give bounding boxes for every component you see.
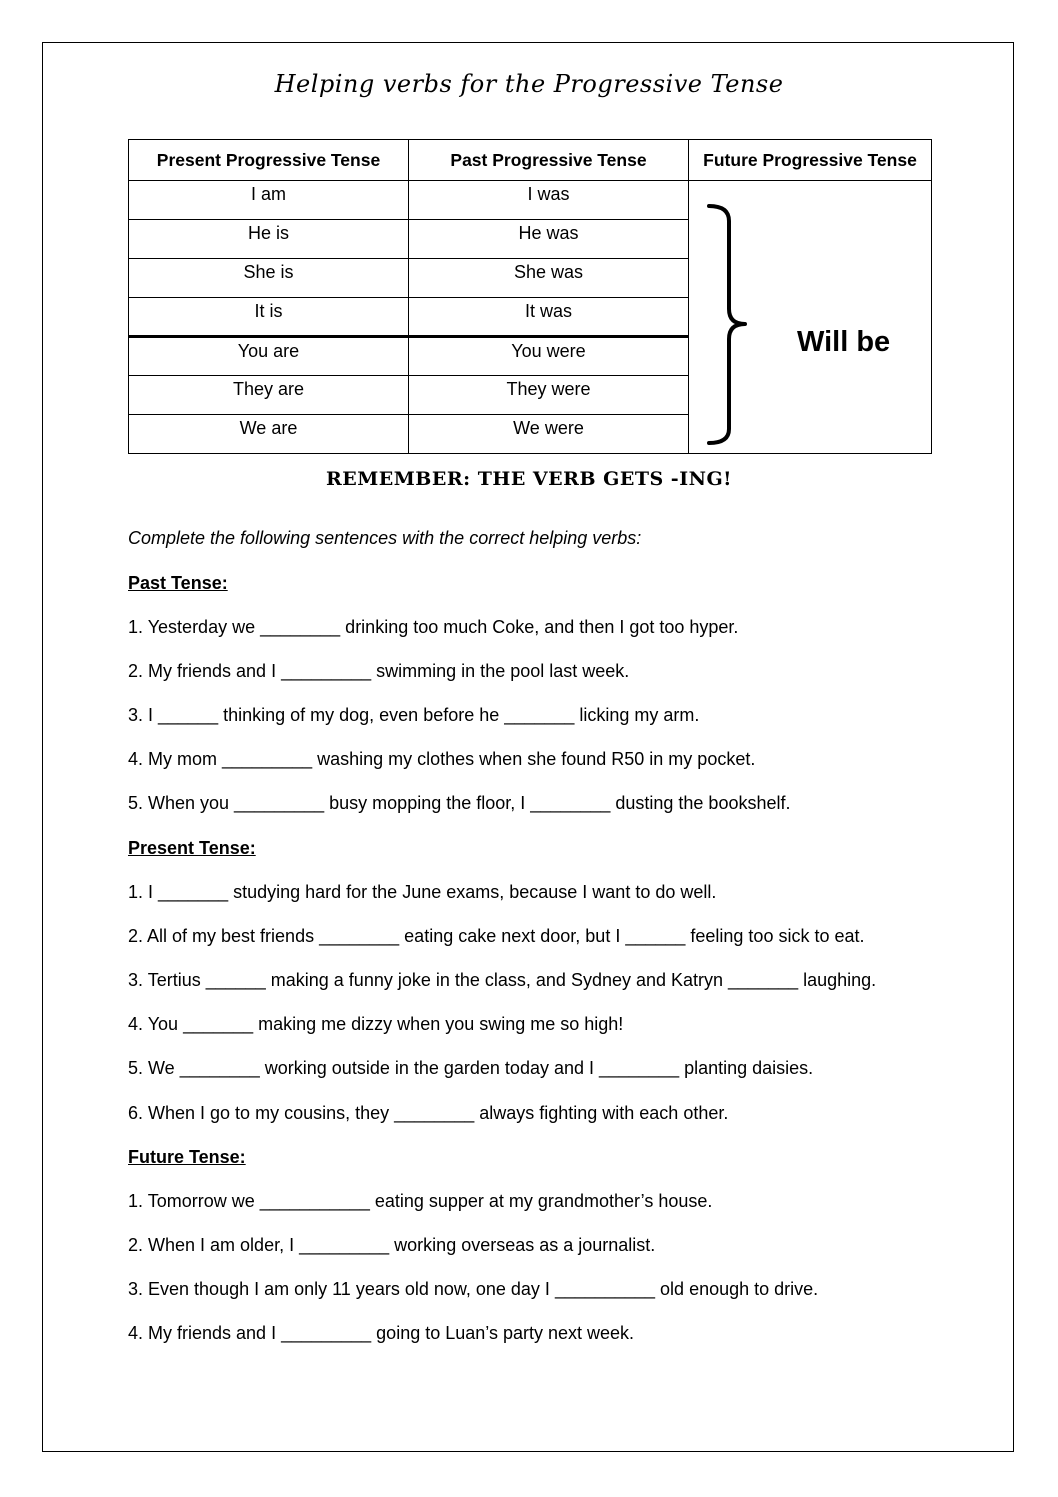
instructions: Complete the following sentences with the correct helping verbs: bbox=[128, 528, 642, 548]
exercise-sentence: 3. Tertius ______ making a funny joke in the class, and Sydney and Katryn _______ laughing. bbox=[128, 970, 877, 990]
exercise-sentence: 4. My mom _________ washing my clothes when she found R50 in my pocket. bbox=[128, 749, 756, 769]
exercise-sentence: 6. When I go to my cousins, they ________ always fighting with each other. bbox=[128, 1103, 729, 1123]
past-cell: We were bbox=[409, 415, 689, 454]
present-cell: I am bbox=[129, 181, 409, 220]
curly-brace-icon bbox=[703, 201, 753, 446]
exercise-sentence: 1. Tomorrow we ___________ eating supper at my grandmother’s house. bbox=[128, 1191, 713, 1211]
past-tense-heading: Past Tense: bbox=[128, 573, 228, 593]
header-past: Past Progressive Tense bbox=[409, 140, 689, 181]
present-cell: He is bbox=[129, 220, 409, 259]
exercise-sentence: 5. We ________ working outside in the garden today and I ________ planting daisies. bbox=[128, 1058, 814, 1078]
present-tense-heading: Present Tense: bbox=[128, 838, 256, 858]
exercise-sentence: 1. I _______ studying hard for the June exams, because I want to do well. bbox=[128, 882, 717, 902]
page-title: Helping verbs for the Progressive Tense bbox=[274, 70, 784, 98]
table-row bbox=[129, 181, 932, 220]
past-cell: I was bbox=[409, 181, 689, 220]
exercise-sentence: 1. Yesterday we ________ drinking too much Coke, and then I got too hyper. bbox=[128, 617, 739, 637]
future-cell bbox=[689, 181, 932, 454]
past-cell: It was bbox=[409, 298, 689, 337]
exercise-sentence: 2. All of my best friends ________ eating cake next door, but I ______ feeling too sick to eat. bbox=[128, 926, 865, 946]
header-future: Future Progressive Tense bbox=[689, 140, 932, 181]
future-helping-verb: Will be bbox=[797, 326, 891, 358]
header-present: Present Progressive Tense bbox=[129, 140, 409, 181]
past-cell: They were bbox=[409, 376, 689, 415]
table-header-row bbox=[129, 140, 932, 181]
exercise-sentence: 3. Even though I am only 11 years old now, one day I __________ old enough to drive. bbox=[128, 1279, 819, 1299]
past-cell: She was bbox=[409, 259, 689, 298]
exercise-sentence: 5. When you _________ busy mopping the floor, I ________ dusting the bookshelf. bbox=[128, 793, 791, 813]
present-cell: We are bbox=[129, 415, 409, 454]
exercise-sentence: 4. You _______ making me dizzy when you swing me so high! bbox=[128, 1014, 624, 1034]
past-cell: He was bbox=[409, 220, 689, 259]
exercise-sentence: 4. My friends and I _________ going to Luan’s party next week. bbox=[128, 1323, 635, 1343]
present-cell: She is bbox=[129, 259, 409, 298]
exercise-sentence: 2. When I am older, I _________ working overseas as a journalist. bbox=[128, 1235, 656, 1255]
past-cell: You were bbox=[409, 337, 689, 376]
present-cell: You are bbox=[129, 337, 409, 376]
helping-verbs-table bbox=[128, 139, 932, 454]
present-cell: It is bbox=[129, 298, 409, 337]
exercise-sentence: 3. I ______ thinking of my dog, even before he _______ licking my arm. bbox=[128, 705, 700, 725]
exercise-sentence: 2. My friends and I _________ swimming in the pool last week. bbox=[128, 661, 630, 681]
future-tense-heading: Future Tense: bbox=[128, 1147, 246, 1167]
remember-note: REMEMBER: THE VERB GETS -ING! bbox=[325, 468, 733, 490]
present-cell: They are bbox=[129, 376, 409, 415]
